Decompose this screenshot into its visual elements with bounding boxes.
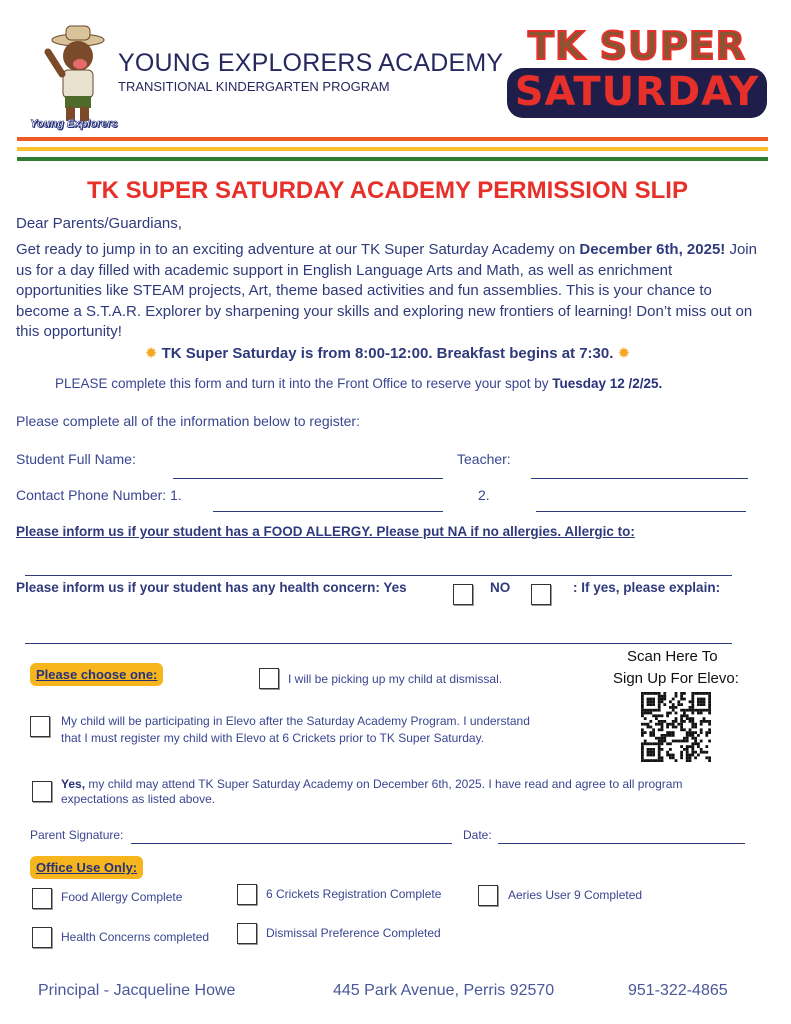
parent-signature-field[interactable] <box>131 843 452 844</box>
choose-one-badge: Please choose one: <box>30 663 163 686</box>
footer-address: 445 Park Avenue, Perris 92570 <box>333 982 555 999</box>
intro-text-cont: Join us for a day filled with academic support in English Language Arts and Math, as well as enrichment opportunities like STEAM projects, Art, theme based activities and fun assemblies. This is your chance to become a S.T.A.R. Explorer by sharpening your skills and exploring new frontiers of learning! Don’t miss out on this opportunity! <box>16 241 757 340</box>
intro-text: Get ready to jump in to an exciting adventure at our TK Super Saturday Academy on <box>16 241 580 258</box>
food-allergy-checkbox[interactable] <box>32 888 52 909</box>
schedule-text: TK Super Saturday is from 8:00-12:00. Breakfast begins at 7:30. <box>161 345 614 362</box>
event-logo <box>505 24 769 122</box>
logo-caption: Young Explorers <box>30 118 118 130</box>
health-prompt: Please inform us if your student has any health concern: Yes <box>16 580 407 595</box>
consent-text: my child may attend TK Super Saturday Academy on December 6th, 2025. I have read and agree to all program <box>85 777 683 791</box>
consent-label-2: expectations as listed above. <box>61 792 216 806</box>
pickup-label: I will be picking up my child at dismissal. <box>288 672 503 686</box>
teacher-field[interactable] <box>531 478 748 479</box>
event-date: December 6th, 2025! <box>579 241 726 258</box>
qr-caption-1: Scan Here To <box>627 648 718 665</box>
health-explain-field[interactable] <box>25 643 732 644</box>
stripe-yellow <box>17 147 768 151</box>
elevo-checkbox[interactable] <box>30 716 50 737</box>
crickets-label: 6 Crickets Registration Complete <box>266 887 442 901</box>
instructions: Please complete all of the information below to register: <box>16 413 360 429</box>
deadline-date: Tuesday 12 /2/25. <box>552 376 663 391</box>
qr-code[interactable] <box>641 692 711 762</box>
mascot-logo <box>30 22 130 134</box>
health-no-label: NO <box>490 580 511 595</box>
student-name-label: Student Full Name: <box>16 451 136 467</box>
aeries-checkbox[interactable] <box>478 885 498 906</box>
food-allergy-label: Food Allergy Complete <box>61 890 183 904</box>
academy-name: YOUNG EXPLORERS ACADEMY <box>118 49 504 77</box>
sun-icon: ✹ <box>144 345 158 362</box>
consent-yes: Yes, <box>61 777 86 791</box>
sun-icon: ✹ <box>617 345 631 362</box>
consent-label-1 <box>61 777 682 791</box>
stripe-orange <box>17 137 768 141</box>
aeries-label: Aeries User 9 Completed <box>508 888 643 902</box>
crickets-checkbox[interactable] <box>237 884 257 905</box>
program-name: TRANSITIONAL KINDERGARTEN PROGRAM <box>118 79 390 94</box>
schedule-line <box>0 344 775 362</box>
date-field[interactable] <box>498 843 745 844</box>
elevo-label-2: that I must register my child with Elevo at 6 Crickets prior to TK Super Saturday. <box>61 731 485 745</box>
phone1-field[interactable] <box>213 511 443 512</box>
dismissal-checkbox[interactable] <box>237 923 257 944</box>
health-explain-label: : If yes, please explain: <box>573 580 721 595</box>
page-title: TK SUPER SATURDAY ACADEMY PERMISSION SLIP <box>87 177 688 204</box>
date-label: Date: <box>463 828 492 842</box>
office-use-badge: Office Use Only: <box>30 856 143 879</box>
event-logo-line1: TK SUPER <box>528 24 746 68</box>
event-logo-line2: SATURDAY <box>507 68 767 118</box>
dismissal-label: Dismissal Preference Completed <box>266 926 441 940</box>
greeting: Dear Parents/Guardians, <box>16 215 182 232</box>
footer-phone: 951-322-4865 <box>628 982 728 999</box>
footer-principal: Principal - Jacqueline Howe <box>38 982 236 999</box>
allergy-field[interactable] <box>25 575 732 576</box>
student-name-field[interactable] <box>173 478 443 479</box>
phone2-label: 2. <box>478 487 490 503</box>
intro-paragraph <box>16 240 761 343</box>
elevo-label-1: My child will be participating in Elevo after the Saturday Academy Program. I understand <box>61 714 530 728</box>
stripe-green <box>17 157 768 161</box>
consent-checkbox[interactable] <box>32 781 52 802</box>
qr-caption-2: Sign Up For Elevo: <box>613 670 739 687</box>
parent-signature-label: Parent Signature: <box>30 828 124 842</box>
health-yes-checkbox[interactable] <box>453 584 473 605</box>
pickup-checkbox[interactable] <box>259 668 279 689</box>
phone1-label: Contact Phone Number: 1. <box>16 487 182 503</box>
health-concerns-label: Health Concerns completed <box>61 930 210 944</box>
allergy-prompt: Please inform us if your student has a FOOD ALLERGY. Please put NA if no allergies. Allergic to: <box>16 524 635 539</box>
health-concerns-checkbox[interactable] <box>32 927 52 948</box>
deadline-text: PLEASE complete this form and turn it into the Front Office to reserve your spot by <box>55 376 553 391</box>
deadline-line <box>55 376 662 391</box>
health-no-checkbox[interactable] <box>531 584 551 605</box>
phone2-field[interactable] <box>536 511 746 512</box>
teacher-label: Teacher: <box>457 451 511 467</box>
